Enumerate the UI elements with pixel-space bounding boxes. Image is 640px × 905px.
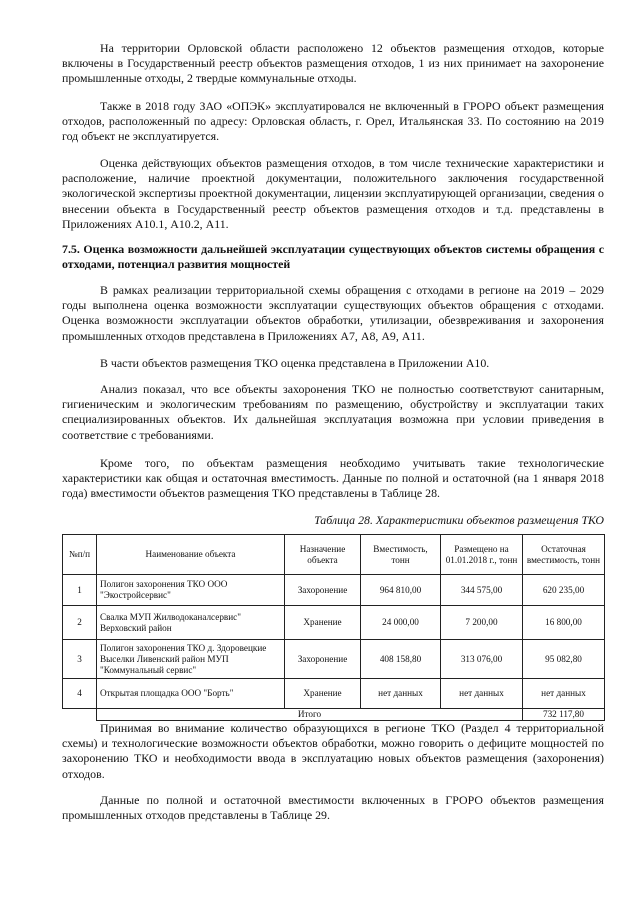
total-spacer — [63, 709, 97, 721]
table-row — [63, 575, 605, 606]
header-num: №п/п — [63, 535, 97, 575]
table-row — [63, 606, 605, 640]
table-row — [63, 679, 605, 709]
cell-purpose: Хранение — [285, 606, 361, 640]
cell-name: Полигон захоронения ТКО д. Здоровецкие Выселки Ливенский район МУП "Коммунальный сервис" — [97, 640, 285, 679]
paragraph-table29-ref: Данные по полной и остаточной вместимости включенных в ГРОРО объектов размещения промышленных отходов представлены в Таблице 29. — [62, 793, 604, 823]
header-purpose: Назначение объекта — [285, 535, 361, 575]
section-heading-7-5: 7.5. Оценка возможности дальнейшей эксплуатации существующих объектов системы обращения с отходами, потенциал развития мощностей — [62, 242, 604, 272]
cell-capacity: нет данных — [361, 679, 441, 709]
cell-num: 4 — [63, 679, 97, 709]
total-label: Итого — [97, 709, 523, 721]
paragraph-orel-sites: На территории Орловской области расположено 12 объектов размещения отходов, которые включены в Государственный реестр объектов размещения отходов, 1 из них принимает на захоронение промышленные отходы, 2 твердые коммунальные отходы. — [62, 41, 604, 86]
table-total-row — [63, 709, 605, 721]
header-capacity: Вместимость, тонн — [361, 535, 441, 575]
paragraph-analysis: Анализ показал, что все объекты захоронения ТКО не полностью соответствуют санитарным, гигиеническим и экологическим требованиям по размещению, обустройству и эксплуатации таких специализированных объектов. Их дальнейшая эксплуатация возможна при условии приведения в соответствие с требованиями. — [62, 382, 604, 442]
total-value: 732 117,80 — [523, 709, 605, 721]
cell-capacity: 408 158,80 — [361, 640, 441, 679]
cell-placed: 344 575,00 — [441, 575, 523, 606]
cell-remaining: 16 800,00 — [523, 606, 605, 640]
paragraph-opek-site: Также в 2018 году ЗАО «ОПЭК» эксплуатировался не включенный в ГРОРО объект размещения отходов, расположенный по адресу: Орловская область, г. Орел, Итальянская 33. По состоянию на 2019 год объект не эксплуатируется. — [62, 99, 604, 144]
header-name: Наименование объекта — [97, 535, 285, 575]
paragraph-deficit: Принимая во внимание количество образующихся в регионе ТКО (Раздел 4 территориальной схемы) и технологические возможности объектов обработки, можно говорить о дефиците мощностей по захоронению ТКО и необходимости ввода в эксплуатацию новых объектов размещения (захоронения) отходов. — [62, 721, 604, 781]
cell-name: Открытая площадка ООО "Борть" — [97, 679, 285, 709]
cell-num: 2 — [63, 606, 97, 640]
cell-num: 1 — [63, 575, 97, 606]
cell-remaining: нет данных — [523, 679, 605, 709]
header-placed: Размещено на 01.01.2018 г., тонн — [441, 535, 523, 575]
cell-placed: 7 200,00 — [441, 606, 523, 640]
header-remaining: Остаточная вместимость, тонн — [523, 535, 605, 575]
cell-capacity: 964 810,00 — [361, 575, 441, 606]
paragraph-assessment-appendices: Оценка действующих объектов размещения отходов, в том числе технические характеристики и расположение, наличие проектной документации, положительного заключения государственной экологической экспертизы проектной документации, лицензии эксплуатирующей организации, сведения о внесении объекта в Государственный реестр объектов размещения отходов и т.д. представлены в Приложениях А10.1, А10.2, А11. — [62, 156, 604, 231]
cell-name: Полигон захоронения ТКО ООО "Экостройсервис" — [97, 575, 285, 606]
cell-name: Свалка МУП Жилводоканалсервис" Верховский район — [97, 606, 285, 640]
cell-purpose: Захоронение — [285, 640, 361, 679]
cell-purpose: Хранение — [285, 679, 361, 709]
cell-remaining: 95 082,80 — [523, 640, 605, 679]
cell-placed: нет данных — [441, 679, 523, 709]
cell-placed: 313 076,00 — [441, 640, 523, 679]
tko-capacity-table — [62, 534, 605, 721]
paragraph-capacity-intro: Кроме того, по объектам размещения необходимо учитывать такие технологические характеристики как общая и остаточная вместимость. Данные по полной и остаточной (на 1 января 2018 года) вместимости объектов размещения ТКО представлены в Таблице 28. — [62, 456, 604, 501]
paragraph-tko-appendix: В части объектов размещения ТКО оценка представлена в Приложении А10. — [100, 356, 490, 370]
table-row — [63, 640, 605, 679]
cell-remaining: 620 235,00 — [523, 575, 605, 606]
cell-num: 3 — [63, 640, 97, 679]
paragraph-territorial-scheme: В рамках реализации территориальной схемы обращения с отходами в регионе на 2019 – 2029 годы выполнена оценка возможности эксплуатации существующих объектов обращения с отходами. Оценка возможности эксплуатации объектов обработки, утилизации, обезвреживания и захоронения промышленных отходов представлена в Приложениях А7, А8, А9, А11. — [62, 283, 604, 343]
cell-purpose: Захоронение — [285, 575, 361, 606]
table-header-row — [63, 535, 605, 575]
cell-capacity: 24 000,00 — [361, 606, 441, 640]
table-caption: Таблица 28. Характеристики объектов размещения ТКО — [314, 513, 604, 527]
